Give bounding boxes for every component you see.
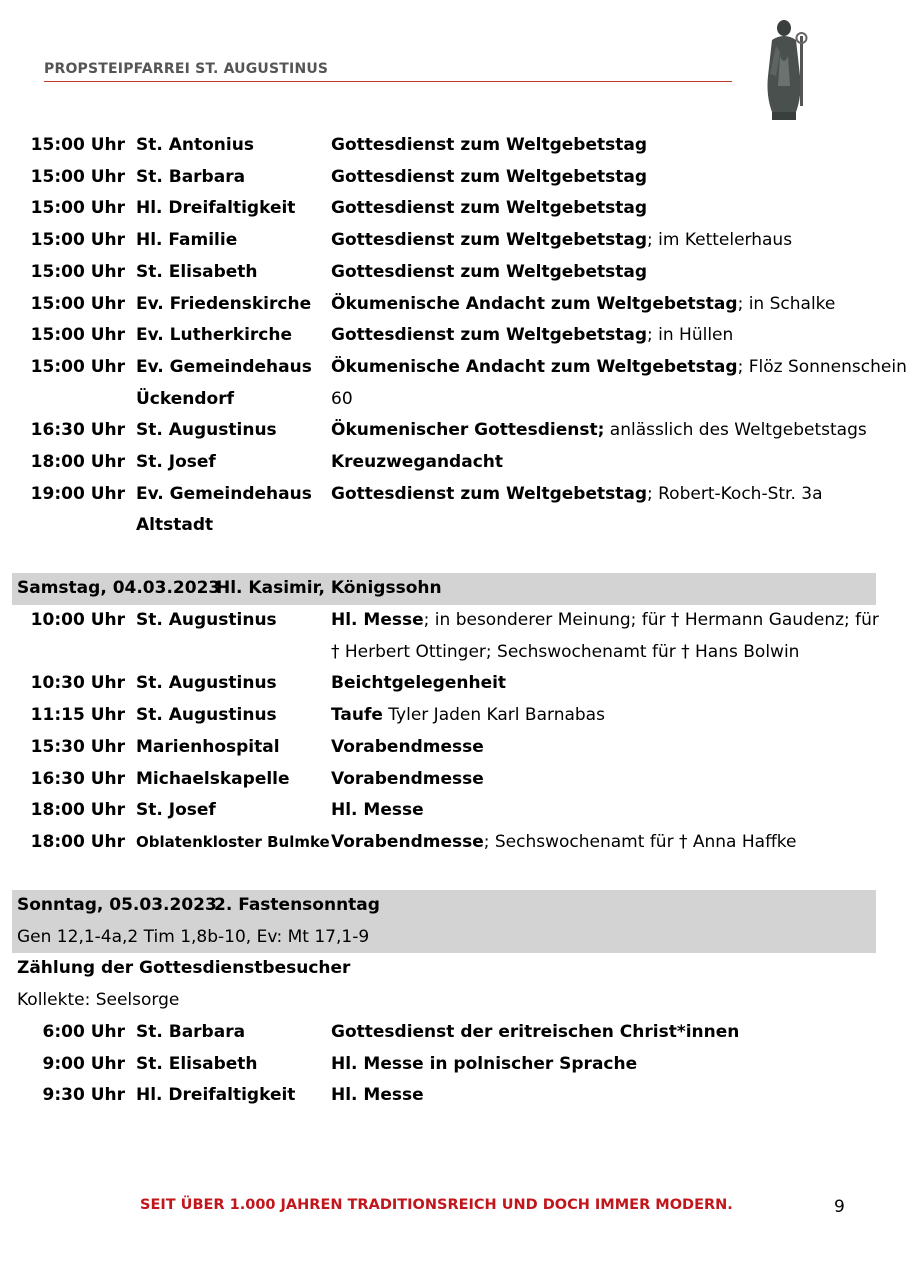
list-item bbox=[0, 668, 909, 700]
entry-time: 11:15 Uhr bbox=[30, 705, 125, 726]
entry-description bbox=[331, 732, 484, 764]
entry-description bbox=[331, 257, 647, 289]
entry-title: Gottesdienst zum Weltgebetstag bbox=[331, 483, 647, 504]
entry-detail: Tyler Jaden Karl Barnabas bbox=[382, 705, 605, 726]
entry-place: Oblatenkloster Bulmke bbox=[136, 832, 330, 851]
entry-detail: ; in besonderer Meinung; für † Hermann Gaudenz; für bbox=[423, 610, 879, 630]
entry-place: St. Elisabeth bbox=[136, 261, 258, 282]
entry-time: 10:30 Uhr bbox=[30, 673, 125, 694]
entry-description bbox=[331, 827, 796, 859]
entry-title: Gottesdienst zum Weltgebetstag bbox=[331, 135, 647, 155]
entry-place: Hl. Dreifaltigkeit bbox=[136, 198, 296, 219]
entry-description bbox=[331, 605, 879, 637]
entry-detail: ; Sechswochenamt für † Anna Haffke bbox=[483, 831, 797, 852]
entry-place: St. Augustinus bbox=[136, 420, 277, 441]
entry-description bbox=[331, 320, 733, 352]
entry-detail-line2: † Herbert Ottinger; Sechswochenamt für † Hans Bolwin bbox=[331, 641, 800, 662]
entry-time: 15:00 Uhr bbox=[30, 198, 125, 219]
entry-place: Hl. Dreifaltigkeit bbox=[136, 1085, 296, 1106]
list-item bbox=[0, 1080, 909, 1112]
entry-place: Ev. Lutherkirche bbox=[136, 325, 292, 346]
entry-place: St. Barbara bbox=[136, 1021, 246, 1042]
entry-title: Ökumenische Andacht zum Weltgebetstag bbox=[331, 293, 738, 314]
entry-place: Ev. Gemeindehaus bbox=[136, 483, 312, 504]
entry-detail: ; in Hüllen bbox=[647, 325, 734, 346]
entry-title: Gottesdienst zum Weltgebetstag bbox=[331, 230, 647, 251]
list-item bbox=[0, 289, 909, 321]
list-item bbox=[0, 130, 909, 162]
entry-detail: ; im Kettelerhaus bbox=[647, 230, 793, 251]
entry-title: Vorabendmesse bbox=[331, 768, 484, 789]
entry-description bbox=[331, 289, 835, 321]
list-item bbox=[0, 732, 909, 764]
entry-title: Ökumenischer Gottesdienst; bbox=[331, 420, 605, 441]
entry-time: 9:30 Uhr bbox=[42, 1085, 125, 1106]
list-item bbox=[0, 605, 909, 637]
entry-description bbox=[331, 795, 424, 827]
entry-time: 15:00 Uhr bbox=[30, 293, 125, 314]
list-item-continuation bbox=[0, 384, 909, 416]
entry-title: Taufe bbox=[331, 705, 383, 726]
entry-place: St. Augustinus bbox=[136, 705, 277, 726]
footer-slogan: SEIT ÜBER 1.000 JAHREN TRADITIONSREICH UND DOCH IMMER MODERN. bbox=[140, 1197, 733, 1213]
entry-description bbox=[331, 479, 823, 511]
entry-title: Gottesdienst der eritreischen Christ*innen bbox=[331, 1021, 740, 1042]
entry-place: St. Augustinus bbox=[136, 673, 277, 694]
entry-description bbox=[331, 1049, 637, 1081]
list-item bbox=[0, 1017, 909, 1049]
entry-title: Gottesdienst zum Weltgebetstag bbox=[331, 261, 647, 282]
entry-place: Marienhospital bbox=[136, 736, 280, 757]
entry-title: Hl. Messe in polnischer Sprache bbox=[331, 1053, 638, 1074]
entry-description bbox=[331, 1080, 424, 1112]
entry-detail-line2: 60 bbox=[331, 388, 353, 409]
entry-time: 18:00 Uhr bbox=[30, 452, 125, 472]
entry-description bbox=[331, 668, 506, 700]
entry-title: Kreuzwegandacht bbox=[331, 452, 504, 472]
day-header-sunday bbox=[12, 890, 876, 922]
entry-place: St. Josef bbox=[136, 452, 216, 472]
list-item bbox=[0, 827, 909, 859]
list-item bbox=[0, 1049, 909, 1081]
entry-place-line2: Altstadt bbox=[136, 515, 214, 536]
entry-description bbox=[331, 447, 503, 479]
list-item-continuation bbox=[0, 510, 909, 542]
entry-place: St. Augustinus bbox=[136, 610, 277, 630]
entry-time: 16:30 Uhr bbox=[30, 768, 125, 789]
list-item bbox=[0, 225, 909, 257]
page-header bbox=[44, 60, 732, 82]
entry-time: 15:00 Uhr bbox=[30, 261, 125, 282]
entry-place-line2: Ückendorf bbox=[136, 388, 234, 409]
entry-time: 9:00 Uhr bbox=[42, 1053, 125, 1074]
entry-title: Vorabendmesse bbox=[331, 831, 484, 852]
entry-title: Beichtgelegenheit bbox=[331, 673, 507, 694]
parish-title: PROPSTEIPFARREI ST. AUGUSTINUS bbox=[44, 61, 329, 77]
entry-place: St. Elisabeth bbox=[136, 1053, 258, 1074]
entry-place: Michaelskapelle bbox=[136, 768, 290, 789]
entry-time: 19:00 Uhr bbox=[30, 483, 125, 504]
entry-description bbox=[331, 352, 907, 384]
entry-time: 6:00 Uhr bbox=[42, 1021, 125, 1042]
list-item bbox=[0, 479, 909, 511]
entry-time: 15:00 Uhr bbox=[30, 166, 125, 187]
entry-place: Hl. Familie bbox=[136, 230, 238, 251]
entry-time: 15:00 Uhr bbox=[30, 356, 125, 377]
list-item bbox=[0, 162, 909, 194]
day-feast: Hl. Kasimir, Königssohn bbox=[216, 578, 442, 598]
entry-description bbox=[331, 1017, 739, 1049]
entry-place: St. Antonius bbox=[136, 135, 254, 155]
entry-title: Gottesdienst zum Weltgebetstag bbox=[331, 198, 647, 219]
list-item bbox=[0, 795, 909, 827]
list-item bbox=[0, 700, 909, 732]
day-date: Samstag, 04.03.2023 bbox=[17, 578, 221, 598]
entry-title: Ökumenische Andacht zum Weltgebetstag bbox=[331, 356, 738, 377]
entry-description bbox=[331, 225, 792, 257]
list-item bbox=[0, 257, 909, 289]
entry-description bbox=[331, 764, 484, 796]
note-collection: Kollekte: Seelsorge bbox=[17, 990, 180, 1011]
entry-title: Vorabendmesse bbox=[331, 736, 484, 757]
day-date: Sonntag, 05.03.2023 bbox=[17, 895, 217, 915]
entry-description bbox=[331, 700, 605, 732]
list-item bbox=[0, 415, 909, 447]
entry-time: 15:30 Uhr bbox=[30, 736, 125, 757]
entry-title: Hl. Messe bbox=[331, 1085, 424, 1106]
entry-time: 16:30 Uhr bbox=[30, 420, 125, 441]
entry-time: 18:00 Uhr bbox=[30, 800, 125, 821]
entry-time: 15:00 Uhr bbox=[30, 230, 125, 251]
day-readings bbox=[12, 922, 876, 954]
entry-title: Hl. Messe bbox=[331, 800, 424, 821]
entry-detail: ; Flöz Sonnenschein bbox=[737, 356, 907, 377]
saint-augustinus-statue-icon bbox=[756, 16, 812, 124]
entry-description bbox=[331, 130, 647, 162]
entry-title: Gottesdienst zum Weltgebetstag bbox=[331, 166, 647, 187]
list-item bbox=[0, 352, 909, 384]
entry-time: 15:00 Uhr bbox=[30, 325, 125, 346]
list-item bbox=[0, 193, 909, 225]
entry-time: 10:00 Uhr bbox=[30, 610, 125, 630]
page-number: 9 bbox=[834, 1197, 845, 1217]
day-feast: 2. Fastensonntag bbox=[214, 895, 380, 915]
entry-place: St. Josef bbox=[136, 800, 216, 821]
entry-time: 18:00 Uhr bbox=[30, 831, 125, 852]
entry-detail: ; Robert-Koch-Str. 3a bbox=[647, 483, 823, 504]
entry-time: 15:00 Uhr bbox=[30, 135, 125, 155]
entry-place: Ev. Friedenskirche bbox=[136, 293, 312, 314]
day-header-saturday bbox=[12, 573, 876, 605]
entry-place: St. Barbara bbox=[136, 166, 246, 187]
list-item bbox=[0, 320, 909, 352]
entry-place: Ev. Gemeindehaus bbox=[136, 356, 312, 377]
list-item bbox=[0, 447, 909, 479]
entry-title: Gottesdienst zum Weltgebetstag bbox=[331, 325, 647, 346]
note-count: Zählung der Gottesdienstbesucher bbox=[17, 958, 351, 979]
readings-text: Gen 12,1-4a,2 Tim 1,8b-10, Ev: Mt 17,1-9 bbox=[17, 926, 370, 947]
entry-detail: ; in Schalke bbox=[737, 293, 836, 314]
entry-description bbox=[331, 193, 647, 225]
entry-title: Hl. Messe bbox=[331, 610, 424, 630]
entry-description bbox=[331, 415, 867, 447]
entry-description bbox=[331, 162, 647, 194]
entry-detail: anlässlich des Weltgebetstags bbox=[604, 420, 867, 441]
list-item-continuation bbox=[0, 637, 909, 669]
list-item bbox=[0, 764, 909, 796]
